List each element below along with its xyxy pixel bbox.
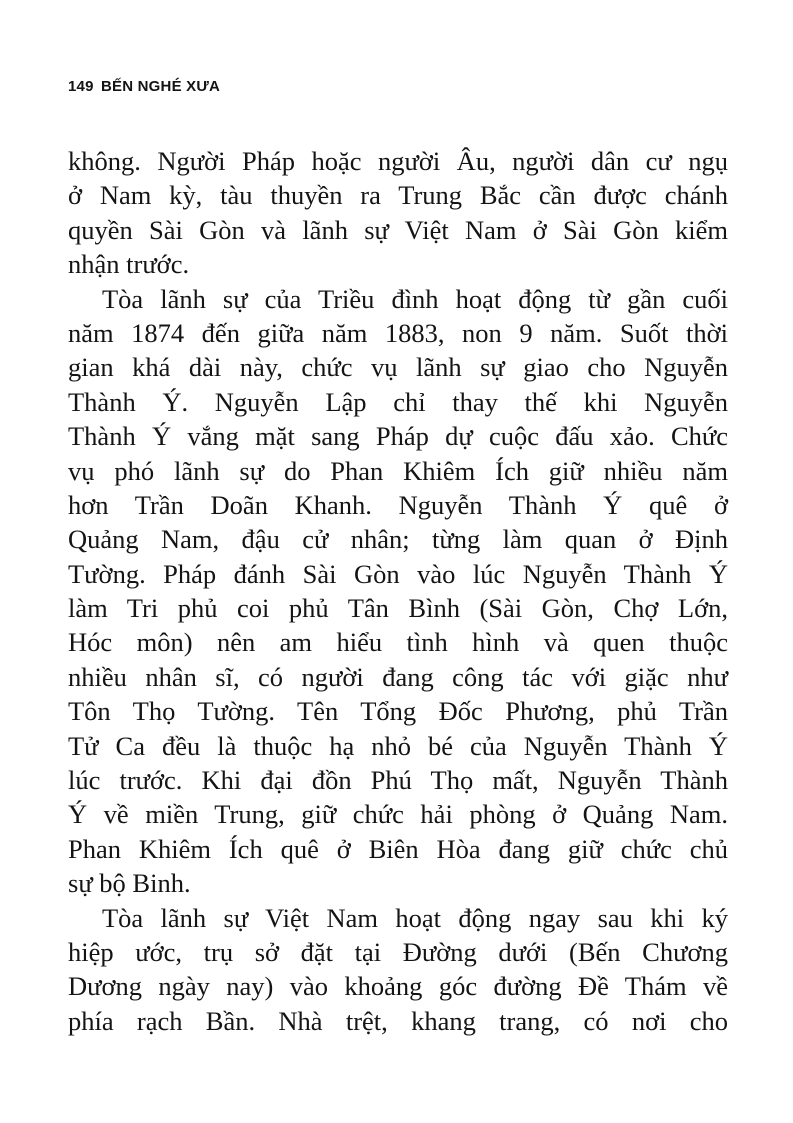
text-line: Tử Ca đều là thuộc hạ nhỏ bé của Nguyễn Thành Ý: [68, 730, 728, 761]
text-line: Tường. Pháp đánh Sài Gòn vào lúc Nguyễn Thành Ý: [68, 558, 728, 589]
text-line: vụ phó lãnh sự do Phan Khiêm Ích giữ nhiều năm: [68, 455, 728, 486]
running-header: [68, 78, 220, 95]
text-line: Dương ngày nay) vào khoảng góc đường Đề Thám về: [68, 971, 728, 1002]
text-line: gian khá dài này, chức vụ lãnh sự giao cho Nguyễn: [68, 352, 728, 383]
text-line: Hóc môn) nên am hiểu tình hình và quen thuộc: [68, 627, 728, 658]
text-line: Quảng Nam, đậu cử nhân; từng làm quan ở Định: [68, 524, 728, 555]
page-number: 149: [68, 78, 94, 95]
text-line: Tòa lãnh sự Việt Nam hoạt động ngay sau khi ký: [102, 902, 728, 933]
text-line: Thành Ý vắng mặt sang Pháp dự cuộc đấu xảo. Chức: [68, 421, 728, 452]
text-line: phía rạch Bần. Nhà trệt, khang trang, có nơi cho: [68, 1005, 728, 1036]
text-line: năm 1874 đến giữa năm 1883, non 9 năm. Suốt thời: [68, 317, 728, 348]
text-line: hơn Trần Doãn Khanh. Nguyễn Thành Ý quê ở: [68, 489, 728, 520]
text-line: nhiều nhân sĩ, có người đang công tác với giặc như: [68, 661, 728, 692]
text-line: ở Nam kỳ, tàu thuyền ra Trung Bắc cần được chánh: [68, 180, 728, 211]
text-line: nhận trước.: [68, 249, 190, 280]
text-line: Thành Ý. Nguyễn Lập chỉ thay thế khi Nguyễn: [68, 386, 728, 417]
text-line: hiệp ước, trụ sở đặt tại Đường dưới (Bến Chương: [68, 936, 728, 967]
text-line: không. Người Pháp hoặc người Âu, người dân cư ngụ: [68, 146, 728, 176]
text-line: làm Tri phủ coi phủ Tân Bình (Sài Gòn, Chợ Lớn,: [68, 593, 728, 624]
text-line: sự bộ Binh.: [68, 868, 191, 899]
text-line: Tòa lãnh sự của Triều đình hoạt động từ gần cuối: [102, 283, 728, 314]
text-line: lúc trước. Khi đại đồn Phú Thọ mất, Nguyễn Thành: [68, 765, 728, 796]
text-line: Ý về miền Trung, giữ chức hải phòng ở Quảng Nam.: [68, 799, 728, 830]
text-line: quyền Sài Gòn và lãnh sự Việt Nam ở Sài Gòn kiểm: [68, 214, 728, 245]
text-line: Tôn Thọ Tường. Tên Tổng Đốc Phương, phủ Trần: [68, 696, 728, 727]
body-text: [68, 144, 728, 1038]
running-title: BẾN NGHÉ XƯA: [101, 78, 221, 95]
text-line: Phan Khiêm Ích quê ở Biên Hòa đang giữ chức chủ: [68, 833, 728, 864]
